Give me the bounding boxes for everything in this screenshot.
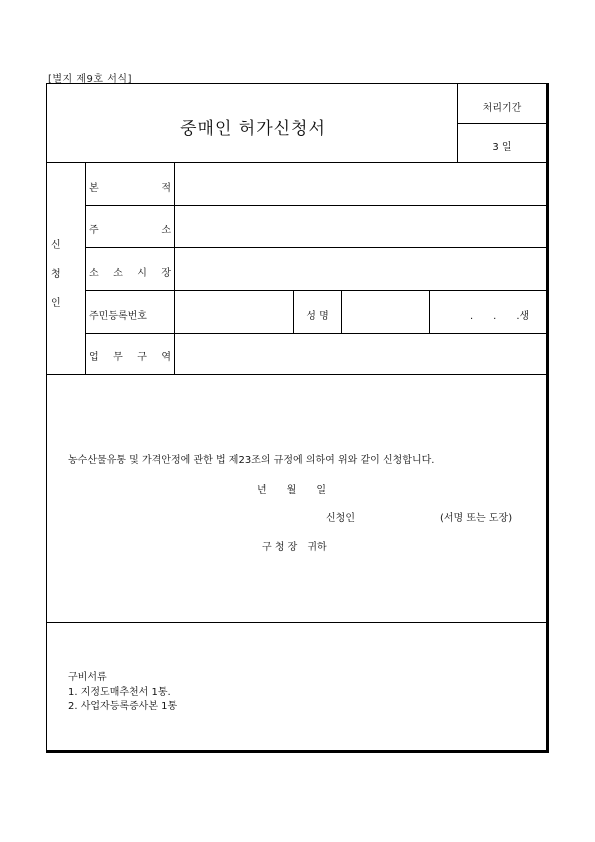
attachment-item: 1. 지정도매추천서 1통. bbox=[68, 687, 171, 698]
row-line-2 bbox=[85, 247, 546, 248]
addressee: 구 청 장 귀하 bbox=[262, 542, 327, 553]
birth-date-field: . . .생 bbox=[470, 311, 530, 322]
applicant-label-char-2: 청 bbox=[51, 269, 61, 280]
attachment-item: 2. 사업자등록증사본 1통 bbox=[68, 701, 178, 712]
name-label: 성 명 bbox=[306, 311, 329, 322]
form-title: 중매인 허가신청서 bbox=[180, 119, 326, 139]
attachments-heading: 구비서류 bbox=[68, 672, 107, 683]
domicile-label-char: 본 bbox=[89, 183, 99, 194]
address-label-char: 소 bbox=[161, 225, 171, 236]
work-area-label bbox=[89, 348, 171, 363]
office-address-label bbox=[89, 264, 171, 279]
address-label bbox=[89, 221, 171, 236]
birth-divider bbox=[429, 290, 430, 333]
statement-body: 농수산물유통 및 가격안정에 관한 법 제23조의 규정에 의하여 위와 같이 신청합니다. bbox=[68, 455, 435, 466]
processing-period-label: 처리기간 bbox=[482, 103, 522, 114]
attachments-top-line bbox=[47, 622, 546, 623]
row-line-1 bbox=[85, 205, 546, 206]
office-label-char: 장 bbox=[161, 268, 171, 279]
office-label-char: 소 bbox=[113, 268, 123, 279]
domicile-label bbox=[89, 179, 171, 194]
row-line-3 bbox=[85, 290, 546, 291]
address-label-char: 주 bbox=[89, 225, 99, 236]
applicant-label-char-1: 신 bbox=[51, 240, 61, 251]
applicant-bottom-line bbox=[47, 374, 546, 375]
applicant-label-divider bbox=[85, 162, 86, 374]
signer-label: 신청인 bbox=[326, 513, 355, 524]
processing-period-value: 3 일 bbox=[492, 142, 512, 153]
office-label-char: 시 bbox=[137, 268, 147, 279]
form-reference-label: [별지 제9호 서식] bbox=[48, 74, 132, 85]
signature-note: (서명 또는 도장) bbox=[440, 513, 513, 524]
work-area-label-char: 업 bbox=[89, 352, 99, 363]
name-label-right-divider bbox=[341, 290, 342, 333]
applicant-label-char-3: 인 bbox=[51, 298, 61, 309]
row-line-4 bbox=[85, 333, 546, 334]
work-area-label-char: 구 bbox=[137, 352, 147, 363]
statement-date: 년 월 일 bbox=[257, 485, 326, 496]
field-label-divider bbox=[174, 162, 175, 374]
title-bottom-line bbox=[47, 162, 546, 163]
work-area-label-char: 역 bbox=[161, 352, 171, 363]
resident-number-label: 주민등록번호 bbox=[89, 311, 147, 322]
domicile-label-char: 적 bbox=[161, 183, 171, 194]
processing-split-line bbox=[457, 123, 546, 124]
office-label-char: 소 bbox=[89, 268, 99, 279]
work-area-label-char: 무 bbox=[113, 352, 123, 363]
